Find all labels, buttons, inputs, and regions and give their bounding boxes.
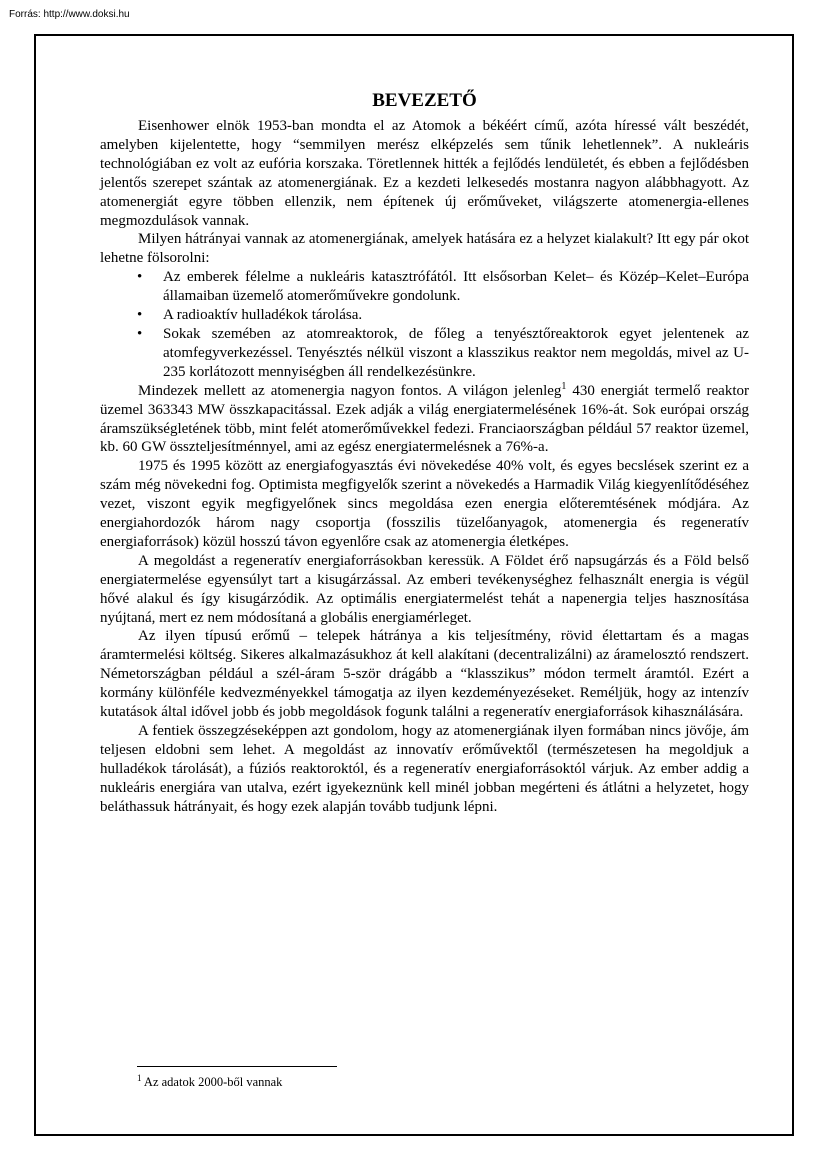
footnote-text: Az adatok 2000-ből vannak	[141, 1075, 283, 1089]
disadvantages-list	[100, 268, 749, 381]
list-item-text: Sokak szemében az atomreaktorok, de főleg a tenyésztőreaktorok egyet jelentenek az atomfegyverkezéssel. Tenyésztés nélkül viszont a klasszikus reaktor nem megoldás, mivel az U-235 korlátozott mennyiségben áll rendelkezésünkre.	[163, 325, 749, 380]
document-body	[100, 89, 749, 817]
source-header: Forrás: http://www.doksi.hu	[9, 9, 130, 20]
footnote-marker: 1	[137, 1072, 142, 1083]
paragraph-importance	[100, 382, 749, 458]
paragraph-regenerative: A megoldást a regeneratív energiaforrásokban keressük. A Földet érő napsugárzás és a Föld belső energiatermelése egyensúlyt tart a kisugárzással. Az emberi tevékenységhez felhasznált energia is végül hővé alakul és így kisugárzódik. Az optimális energiatermelést tehát a napenergia teljes hasznosítása nyújtaná, mert ez nem módosítaná a globális energiamérleget.	[100, 552, 749, 626]
paragraph-consumption: 1975 és 1995 között az energiafogyasztás évi növekedése 40% volt, és egyes becslések szerint ez a szám még növekedni fog. Optimista megfigyelők szerint a növekedés a Harmadik Világ kiegyenlítődéséhez vezet, viszont egyik megfigyelőnek sincs megoldása ezen energia előteremtésének módjára. Az energiahordozók három nagy csoportja (fosszilis tüzelőanyagok, atomenergia és regeneratív energiaforrások) közül hosszú távon egyenlőre csak az atomenergia életképes.	[100, 458, 749, 550]
list-item	[100, 268, 749, 306]
list-item	[100, 325, 749, 382]
bullet-icon: •	[137, 307, 143, 324]
bullet-icon: •	[137, 269, 143, 286]
list-item	[100, 306, 749, 325]
footnote-separator	[137, 1066, 337, 1067]
list-item-text: Az emberek félelme a nukleáris katasztrófától. Itt elsősorban Kelet– és Közép–Kelet–Európa államaiban üzemelő atomerőművekre gondolunk.	[163, 269, 749, 305]
list-item-text: A radioaktív hulladékok tárolása.	[163, 307, 363, 324]
footnote	[137, 1074, 282, 1090]
page-title: BEVEZETŐ	[372, 90, 477, 111]
footnote-reference: 1	[561, 380, 567, 392]
bullet-icon: •	[137, 325, 143, 342]
paragraph-conclusion: A fentiek összegzéseképpen azt gondolom, hogy az atomenergiának ilyen formában nincs jövője, ám teljesen eldobni sem lehet. A megoldást az innovatív erőművektől (természetesen ha megoldjuk a hulladékok tárolását), a fúziós reaktoroktól, és a regeneratív energiaforrásoktól várjuk. Az ember addig a nukleáris energiára van utalva, ezért igyekeznünk kell minél jobban megérteni és átlátni a helyzetet, hogy beláthassuk hátrányait, és hogy ezek alapján tovább tudjunk lépni.	[100, 723, 749, 815]
paragraph-intro: Eisenhower elnök 1953-ban mondta el az Atomok a békéért című, azóta híressé vált beszédét, amelyben kijelentette, hogy “semmilyen merész elképzelés sem tűnik lehetlennek”. A nukleáris technológiában ez volt az eufória korszaka. Töretlennek hitték a fejlődés lendületét, és ebben a fejlődésben jelentős szerepet szántak az atomenergiának. Ez a kezdeti lelkesedés mostanra nagyon alábbhagyott. Az atomenergiát egyre többen ellenzik, nem építenek új erőműveket, világszerte atomenergia-ellenes megmozdulások vannak.	[100, 118, 749, 229]
paragraph-question: Milyen hátrányai vannak az atomenergiának, amelyek hatására ez a helyzet kialakult? Itt egy pár okot lehetne fölsorolni:	[100, 231, 749, 267]
paragraph-text: 430 energiát termelő reaktor üzemel 363343 MW összkapacitással. Ezek adják a világ energiatermelésének 16%-át. Sok európai ország áramszükségletének több, mint felét atomerőművekkel fedezi. Franciaországban például 57 reaktor üzemel, kb. 60 GW összteljesítménnyel, ami az egész energiatermelésnek a 76%-a.	[100, 382, 749, 456]
paragraph-plant-drawbacks: Az ilyen típusú erőmű – telepek hátránya a kis teljesítmény, rövid élettartam és a magas áramtermelési költség. Sikeres alkalmazásukhoz át kell alakítani (decentralizálni) az áramelosztó rendszert. Németországban például a szél-áram 5-ször drágább a “klasszikus” módon termelt áramtól. Ezért a kormány különféle kedvezményekkel támogatja az ilyen kezdeményezéseket. Reméljük, hogy az intenzív kutatások által idővel jobb és jobb megoldások fogunk találni a regeneratív energiaforrások kihasználására.	[100, 628, 749, 721]
paragraph-text: Mindezek mellett az atomenergia nagyon fontos. A világon jelenleg	[138, 382, 562, 399]
